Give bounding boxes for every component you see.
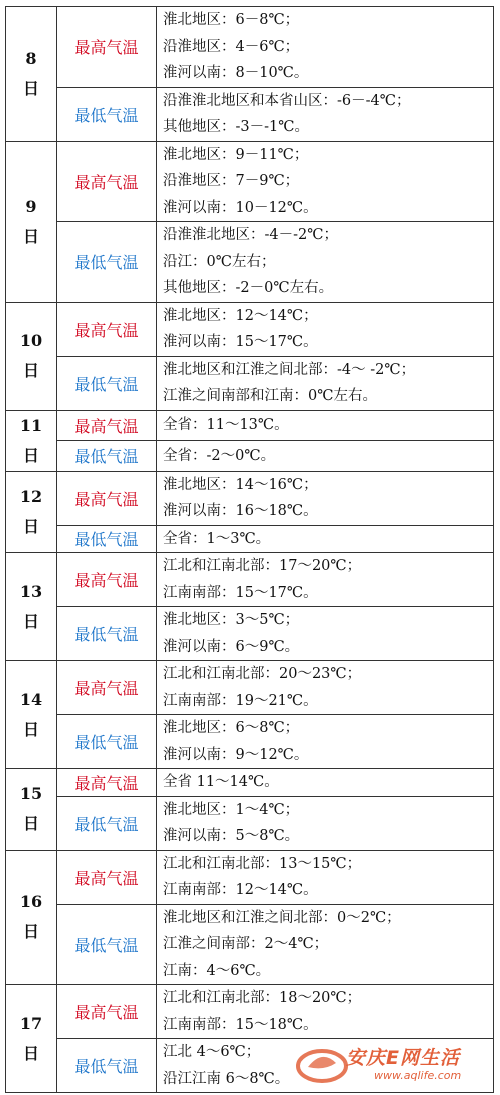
min-temp-details — [157, 904, 494, 985]
temp-line: 沿淮地区：7－9℃； — [163, 173, 300, 189]
temp-line: 淮北地区：6～8℃； — [163, 720, 300, 736]
temp-line: 其他地区：-3－-1℃。 — [163, 119, 309, 135]
max-temp-label: 最高气温 — [57, 7, 157, 88]
max-temp-details — [157, 7, 494, 88]
temp-line: 江淮之间南部：2～4℃； — [163, 936, 329, 952]
forecast-row-day-16-low — [6, 904, 494, 985]
min-temp-label: 最低气温 — [57, 525, 157, 553]
temp-line: 淮河以南：15～17℃。 — [163, 334, 318, 350]
forecast-row-day-10-low — [6, 356, 494, 410]
forecast-table — [5, 6, 494, 1093]
day-cell — [6, 141, 57, 302]
day-number: 8 — [25, 48, 37, 68]
temp-line: 全省：1～3℃。 — [163, 530, 271, 547]
day-unit: 日 — [22, 814, 39, 834]
day-unit: 日 — [22, 445, 39, 465]
max-temp-details — [157, 302, 494, 356]
day-cell — [6, 661, 57, 769]
day-cell — [6, 7, 57, 142]
min-temp-label: 最低气温 — [57, 904, 157, 985]
temp-line: 淮河以南：10－12℃。 — [163, 199, 318, 216]
watermark-url: www.aqlife.com — [374, 1069, 462, 1082]
max-temp-label: 最高气温 — [57, 769, 157, 797]
temp-line: 淮北地区和江淮之间北部：0～2℃； — [163, 909, 401, 926]
temp-line: 全省：-2～0℃。 — [163, 447, 276, 464]
watermark-text: 安庆E网生活 — [346, 1047, 460, 1069]
temp-line: 全省：11～13℃。 — [163, 417, 289, 433]
temp-line: 江南南部：19～21℃。 — [163, 692, 318, 709]
min-temp-label: 最低气温 — [57, 796, 157, 850]
day-number: 9 — [25, 196, 37, 216]
min-temp-label: 最低气温 — [57, 87, 157, 141]
forecast-row-day-12-high — [6, 471, 494, 525]
day-number: 13 — [19, 581, 43, 601]
day-number: 11 — [19, 415, 43, 435]
min-temp-details — [157, 441, 494, 472]
day-cell — [6, 553, 57, 661]
forecast-row-day-15-low — [6, 796, 494, 850]
forecast-row-day-10-high — [6, 302, 494, 356]
forecast-row-day-8-low — [6, 87, 494, 141]
max-temp-details — [157, 471, 494, 525]
min-temp-label: 最低气温 — [57, 356, 157, 410]
temp-line: 淮河以南：5～8℃。 — [163, 828, 300, 844]
min-temp-label: 最低气温 — [57, 1039, 157, 1093]
day-unit: 日 — [22, 226, 39, 246]
temp-line: 淮北地区：3～5℃； — [163, 612, 300, 628]
temp-line: 全省 11～14℃。 — [163, 774, 279, 790]
max-temp-label: 最高气温 — [57, 985, 157, 1039]
day-cell — [6, 769, 57, 851]
forecast-row-day-11-low — [6, 441, 494, 472]
temp-line: 淮北地区：1～4℃； — [163, 801, 300, 818]
day-unit: 日 — [22, 611, 39, 631]
day-unit: 日 — [22, 78, 39, 98]
day-cell — [6, 850, 57, 985]
day-unit: 日 — [22, 922, 39, 942]
max-temp-details — [157, 661, 494, 715]
temp-line: 沿江：0℃左右； — [163, 253, 276, 270]
temp-line: 沿江江南 6～8℃。 — [163, 1070, 290, 1087]
max-temp-details — [157, 410, 494, 441]
temp-line: 淮北地区和江淮之间北部：-4～ -2℃； — [163, 361, 416, 378]
max-temp-label: 最高气温 — [57, 302, 157, 356]
temp-line: 江南南部：12～14℃。 — [163, 882, 318, 898]
day-number: 12 — [19, 486, 43, 506]
max-temp-label: 最高气温 — [57, 553, 157, 607]
max-temp-label: 最高气温 — [57, 661, 157, 715]
min-temp-details — [157, 222, 494, 303]
temp-line: 沿淮地区：4－6℃； — [163, 38, 300, 55]
day-unit: 日 — [22, 361, 39, 380]
max-temp-label: 最高气温 — [57, 471, 157, 525]
forecast-row-day-9-high — [6, 141, 494, 222]
temp-line: 沿淮淮北地区：-4－-2℃； — [163, 227, 338, 243]
max-temp-details — [157, 141, 494, 222]
forecast-row-day-8-high — [6, 7, 494, 88]
min-temp-details — [157, 87, 494, 141]
temp-line: 淮北地区：6－8℃； — [163, 12, 300, 28]
day-cell — [6, 471, 57, 553]
day-cell — [6, 410, 57, 471]
min-temp-label: 最低气温 — [57, 715, 157, 769]
temp-line: 江北和江南北部：17～20℃； — [163, 558, 362, 574]
day-cell — [6, 302, 57, 410]
temp-line: 江北和江南北部：18～20℃； — [163, 990, 362, 1006]
min-temp-label: 最低气温 — [57, 222, 157, 303]
max-temp-details — [157, 769, 494, 797]
temp-line: 江南南部：15～18℃。 — [163, 1016, 318, 1033]
min-temp-label: 最低气温 — [57, 607, 157, 661]
temp-line: 淮河以南：8－10℃。 — [163, 65, 309, 81]
max-temp-label: 最高气温 — [57, 850, 157, 904]
day-unit: 日 — [22, 719, 39, 739]
min-temp-details — [157, 525, 494, 553]
temp-line: 淮北地区：9－11℃； — [163, 146, 309, 163]
temp-line: 淮河以南：16～18℃。 — [163, 503, 318, 519]
max-temp-details — [157, 553, 494, 607]
day-cell — [6, 985, 57, 1093]
temp-line: 江北 4～6℃； — [163, 1044, 261, 1060]
forecast-row-day-17-high — [6, 985, 494, 1039]
day-number: 15 — [19, 784, 43, 804]
forecast-row-day-14-low — [6, 715, 494, 769]
temp-line: 淮北地区：14～16℃； — [163, 476, 318, 493]
max-temp-label: 最高气温 — [57, 410, 157, 441]
forecast-row-day-12-low — [6, 525, 494, 553]
forecast-row-day-11-high — [6, 410, 494, 441]
forecast-row-day-13-high — [6, 553, 494, 607]
day-number: 14 — [19, 689, 43, 709]
min-temp-label: 最低气温 — [57, 441, 157, 472]
temp-line: 淮北地区：12～14℃； — [163, 307, 318, 324]
forecast-row-day-15-high — [6, 769, 494, 797]
site-watermark — [294, 1041, 494, 1087]
temp-line: 淮河以南：6～9℃。 — [163, 638, 300, 655]
forecast-row-day-14-high — [6, 661, 494, 715]
temp-line: 其他地区：-2－0℃左右。 — [163, 280, 334, 296]
day-unit: 日 — [22, 1043, 39, 1063]
max-temp-label: 最高气温 — [57, 141, 157, 222]
forecast-row-day-16-high — [6, 850, 494, 904]
min-temp-details — [157, 715, 494, 769]
min-temp-details — [157, 796, 494, 850]
forecast-row-day-13-low — [6, 607, 494, 661]
temp-line: 江南：4～6℃。 — [163, 962, 271, 979]
max-temp-details — [157, 985, 494, 1039]
min-temp-details — [157, 356, 494, 410]
temp-line: 江北和江南北部：13～15℃； — [163, 855, 362, 872]
min-temp-details — [157, 607, 494, 661]
e-logo-icon — [294, 1041, 350, 1087]
temp-line: 江淮之间南部和江南：0℃左右。 — [163, 388, 377, 404]
temp-line: 江北和江南北部：20～23℃； — [163, 666, 362, 682]
temp-line: 江南南部：15～17℃。 — [163, 584, 318, 601]
day-number: 10 — [19, 331, 43, 350]
temp-line: 沿淮淮北地区和本省山区：-6－-4℃； — [163, 92, 411, 109]
day-number: 16 — [19, 892, 43, 912]
day-unit: 日 — [22, 516, 39, 536]
forecast-row-day-9-low — [6, 222, 494, 303]
max-temp-details — [157, 850, 494, 904]
day-number: 17 — [19, 1013, 43, 1033]
temp-line: 淮河以南：9～12℃。 — [163, 746, 309, 763]
forecast-table-body — [6, 7, 494, 1093]
